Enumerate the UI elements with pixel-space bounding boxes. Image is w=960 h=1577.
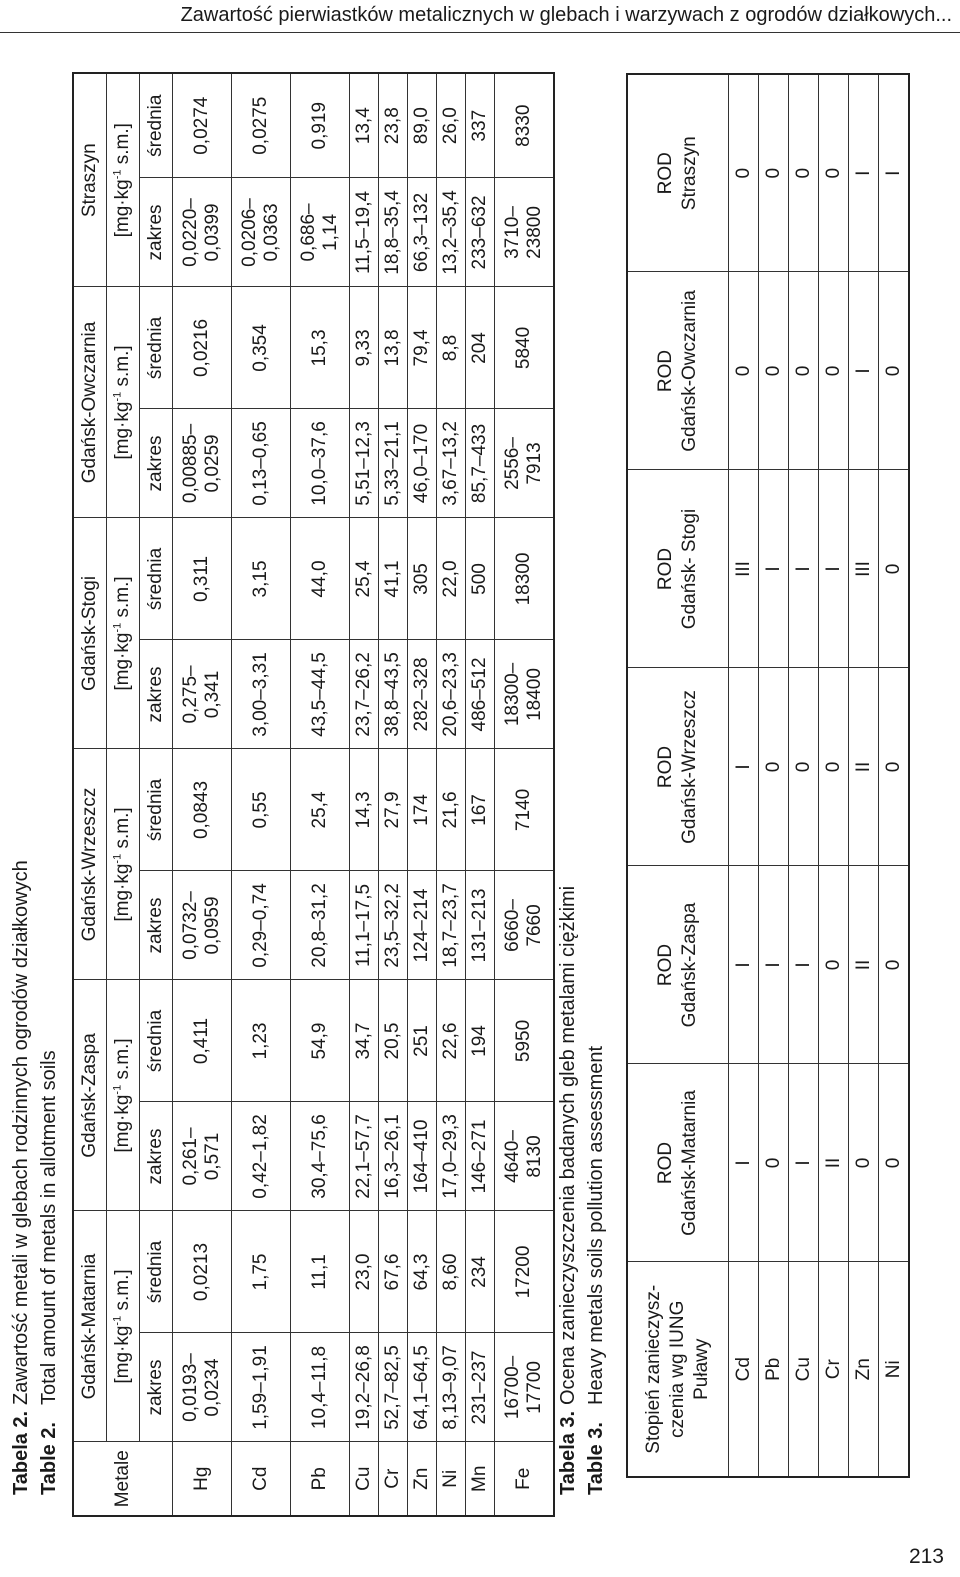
grade-cell: I bbox=[849, 272, 879, 470]
cell-line: Gdańsk- Stogi bbox=[679, 508, 700, 630]
grade-cell: 0 bbox=[819, 74, 849, 272]
table-row bbox=[879, 74, 910, 1477]
grade-cell: 0 bbox=[789, 272, 819, 470]
metals-table-header bbox=[73, 73, 173, 1516]
unit-exponent: -1 bbox=[111, 622, 124, 633]
range-cell: 3,67–13,2 bbox=[437, 409, 466, 518]
grade-cell: I bbox=[729, 668, 759, 866]
mean-cell: 0,0213 bbox=[173, 1211, 232, 1333]
site-header bbox=[627, 1064, 729, 1262]
grade-cell: I bbox=[729, 1064, 759, 1262]
cell-line: 23800 bbox=[524, 206, 545, 259]
unit-header bbox=[107, 980, 140, 1211]
mean-cell: 13,4 bbox=[350, 73, 379, 178]
range-cell: 52,7–82,5 bbox=[379, 1333, 408, 1442]
range-cell: 10,0–37,6 bbox=[291, 409, 350, 518]
mean-cell: 305 bbox=[408, 518, 437, 640]
grade-cell: 0 bbox=[819, 866, 849, 1064]
range-cell bbox=[495, 1102, 555, 1211]
range-cell: 124–214 bbox=[408, 871, 437, 980]
range-cell: 46,0–170 bbox=[408, 409, 437, 518]
range-cell bbox=[495, 409, 555, 518]
cell-line: 0,00885– bbox=[180, 423, 201, 504]
mean-cell: 22,6 bbox=[437, 980, 466, 1102]
table-row bbox=[849, 74, 879, 1477]
mean-cell: 0,919 bbox=[291, 73, 350, 178]
range-cell: 146–271 bbox=[466, 1102, 495, 1211]
cell-line: 0,0399 bbox=[202, 203, 223, 262]
mean-cell: 204 bbox=[466, 287, 495, 409]
grade-cell: III bbox=[729, 470, 759, 668]
range-cell: 64,1–64,5 bbox=[408, 1333, 437, 1442]
metal-cell: Cr bbox=[379, 1442, 408, 1516]
mean-cell: 11,1 bbox=[291, 1211, 350, 1333]
metal-cell: Cu bbox=[350, 1442, 379, 1516]
mean-cell: 20,5 bbox=[379, 980, 408, 1102]
range-cell bbox=[173, 871, 232, 980]
range-cell: 3,00–3,31 bbox=[232, 640, 291, 749]
range-cell bbox=[495, 178, 555, 287]
range-cell: 43,5–44,5 bbox=[291, 640, 350, 749]
range-cell bbox=[495, 871, 555, 980]
range-cell bbox=[173, 1333, 232, 1442]
table3-caption-pl: Tabela 3.Ocena zanieczyszczenia badanych gleb metalami ciężkimi bbox=[557, 885, 579, 1495]
range-cell: 18,8–35,4 bbox=[379, 178, 408, 287]
cell-line: ROD bbox=[655, 152, 676, 195]
mean-cell: 22,0 bbox=[437, 518, 466, 640]
metal-cell: Pb bbox=[759, 1262, 789, 1477]
cell-line: Gdańsk-Matarnia bbox=[679, 1090, 700, 1236]
page-number: 213 bbox=[908, 1545, 944, 1568]
cell-line: 0,0959 bbox=[202, 896, 223, 955]
grade-cell: 0 bbox=[729, 74, 759, 272]
grade-cell: 0 bbox=[729, 272, 759, 470]
metal-cell: Cr bbox=[819, 1262, 849, 1477]
cell-line: 0,0234 bbox=[202, 1358, 223, 1417]
cell-line: 0,0363 bbox=[261, 203, 282, 262]
range-cell: 20,8–31,2 bbox=[291, 871, 350, 980]
mean-cell: 5840 bbox=[495, 287, 555, 409]
cell-line: 18300– bbox=[502, 662, 523, 727]
range-cell: 0,42–1,82 bbox=[232, 1102, 291, 1211]
cell-line: 8130 bbox=[524, 1135, 545, 1178]
grade-cell: 0 bbox=[759, 1064, 789, 1262]
cell-line: 4640– bbox=[502, 1130, 523, 1183]
range-cell bbox=[173, 178, 232, 287]
mean-cell: 14,3 bbox=[350, 749, 379, 871]
mean-cell: 23,8 bbox=[379, 73, 408, 178]
grade-cell: III bbox=[849, 470, 879, 668]
range-cell: 38,8–43,5 bbox=[379, 640, 408, 749]
mean-cell: 26,0 bbox=[437, 73, 466, 178]
range-cell: 486–512 bbox=[466, 640, 495, 749]
unit-exponent: -1 bbox=[111, 853, 124, 864]
mean-header: średnia bbox=[140, 980, 173, 1102]
grade-cell: I bbox=[759, 470, 789, 668]
unit-text: s.m.] bbox=[112, 345, 133, 392]
cell-line: 16700– bbox=[502, 1355, 523, 1420]
grade-cell: 0 bbox=[759, 74, 789, 272]
range-cell: 17,0–29,3 bbox=[437, 1102, 466, 1211]
mean-cell: 0,354 bbox=[232, 287, 291, 409]
site-header bbox=[627, 272, 729, 470]
range-cell: 131–213 bbox=[466, 871, 495, 980]
site-header: Gdańsk-Owczarnia bbox=[73, 287, 107, 518]
grade-cell: 0 bbox=[759, 668, 789, 866]
range-cell: 5,51–12,3 bbox=[350, 409, 379, 518]
mean-cell: 0,311 bbox=[173, 518, 232, 640]
site-header bbox=[627, 74, 729, 272]
site-header: Gdańsk-Stogi bbox=[73, 518, 107, 749]
grade-cell: I bbox=[729, 866, 759, 1064]
mean-cell: 17200 bbox=[495, 1211, 555, 1333]
grade-cell: I bbox=[759, 866, 789, 1064]
site-header: Gdańsk-Matarnia bbox=[73, 1211, 107, 1442]
mean-cell: 0,411 bbox=[173, 980, 232, 1102]
cell-line: Gdańsk-Zaspa bbox=[679, 902, 700, 1028]
mean-cell: 79,4 bbox=[408, 287, 437, 409]
pollution-table-header bbox=[627, 74, 729, 1477]
unit-header bbox=[107, 1211, 140, 1442]
cell-line: ROD bbox=[655, 943, 676, 987]
mean-cell: 8,8 bbox=[437, 287, 466, 409]
range-cell bbox=[173, 409, 232, 518]
metal-cell: Pb bbox=[291, 1442, 350, 1516]
pollution-table-body bbox=[729, 74, 910, 1477]
grade-cell: II bbox=[849, 866, 879, 1064]
site-header bbox=[627, 470, 729, 668]
mean-cell: 194 bbox=[466, 980, 495, 1102]
grade-cell: 0 bbox=[819, 668, 849, 866]
range-cell: 233–632 bbox=[466, 178, 495, 287]
range-cell bbox=[232, 178, 291, 287]
grade-cell: 0 bbox=[879, 668, 910, 866]
unit-exponent: -1 bbox=[111, 169, 124, 180]
unit-text: [mg·kg bbox=[112, 1094, 133, 1153]
mean-cell: 0,0275 bbox=[232, 73, 291, 178]
range-cell: 18,7–23,7 bbox=[437, 871, 466, 980]
cell-line: Stopień zanieczysz- bbox=[643, 1284, 664, 1454]
site-header bbox=[627, 668, 729, 866]
table-row bbox=[759, 74, 789, 1477]
mean-cell: 54,9 bbox=[291, 980, 350, 1102]
mean-cell: 1,75 bbox=[232, 1211, 291, 1333]
table-row bbox=[729, 74, 759, 1477]
cell-line: 7913 bbox=[524, 442, 545, 485]
unit-text: [mg·kg bbox=[112, 401, 133, 460]
metal-cell: Ni bbox=[879, 1262, 910, 1477]
unit-text: s.m.] bbox=[112, 807, 133, 854]
unit-header bbox=[107, 518, 140, 749]
cell-line: 3710– bbox=[502, 206, 523, 259]
range-cell: 66,3–132 bbox=[408, 178, 437, 287]
range-cell: 22,1–57,7 bbox=[350, 1102, 379, 1211]
cell-line: 0,686– bbox=[298, 203, 319, 262]
unit-header bbox=[107, 73, 140, 287]
range-header: zakres bbox=[140, 1333, 173, 1442]
table-row bbox=[437, 73, 466, 1516]
mean-cell: 25,4 bbox=[291, 749, 350, 871]
cell-line: Straszyn bbox=[679, 136, 700, 211]
range-cell: 282–328 bbox=[408, 640, 437, 749]
header-row-columns bbox=[140, 73, 173, 1516]
mean-cell: 67,6 bbox=[379, 1211, 408, 1333]
range-cell: 13,2–35,4 bbox=[437, 178, 466, 287]
mean-cell: 0,0274 bbox=[173, 73, 232, 178]
mean-cell: 337 bbox=[466, 73, 495, 178]
mean-cell: 23,0 bbox=[350, 1211, 379, 1333]
cell-line: 1,14 bbox=[320, 213, 341, 251]
metal-cell: Fe bbox=[495, 1442, 555, 1516]
pollution-table bbox=[626, 73, 910, 1478]
mean-cell: 9,33 bbox=[350, 287, 379, 409]
range-cell: 11,5–19,4 bbox=[350, 178, 379, 287]
range-cell: 231–237 bbox=[466, 1333, 495, 1442]
site-header: Gdańsk-Wrzeszcz bbox=[73, 749, 107, 980]
cell-line: Puławy bbox=[691, 1338, 712, 1400]
mean-cell: 500 bbox=[466, 518, 495, 640]
cell-line: Gdańsk-Wrzeszcz bbox=[679, 690, 700, 844]
table-row bbox=[495, 73, 555, 1516]
unit-text: [mg·kg bbox=[112, 1325, 133, 1384]
unit-exponent: -1 bbox=[111, 1084, 124, 1095]
unit-text: s.m.] bbox=[112, 123, 133, 170]
cell-line: 0,0732– bbox=[180, 891, 201, 960]
range-cell: 23,5–32,2 bbox=[379, 871, 408, 980]
metal-cell: Cd bbox=[729, 1262, 759, 1477]
mean-cell: 21,6 bbox=[437, 749, 466, 871]
range-cell: 19,2–26,8 bbox=[350, 1333, 379, 1442]
range-cell: 23,7–26,2 bbox=[350, 640, 379, 749]
grade-cell: I bbox=[879, 74, 910, 272]
range-cell bbox=[495, 1333, 555, 1442]
table2-caption-pl: Tabela 2.Zawartość metali w glebach rodzinnych ogrodów działkowych bbox=[10, 860, 32, 1495]
mean-cell: 27,9 bbox=[379, 749, 408, 871]
range-cell: 164–410 bbox=[408, 1102, 437, 1211]
range-cell: 0,13–0,65 bbox=[232, 409, 291, 518]
cell-line: 0,261– bbox=[180, 1127, 201, 1186]
table3-caption-en: Table 3.Heavy metals soils pollution assessment bbox=[585, 1045, 607, 1495]
table-row bbox=[466, 73, 495, 1516]
cell-line: ROD bbox=[655, 745, 676, 789]
cell-line: 0,0206– bbox=[239, 198, 260, 267]
classification-header bbox=[627, 1262, 729, 1477]
range-cell bbox=[291, 178, 350, 287]
mean-cell: 3,15 bbox=[232, 518, 291, 640]
cell-line: 0,571 bbox=[202, 1132, 223, 1181]
range-cell: 8,13–9,07 bbox=[437, 1333, 466, 1442]
table2-caption-en: Table 2.Total amount of metals in allotment soils bbox=[38, 1050, 60, 1495]
cell-line: ROD bbox=[655, 547, 676, 591]
grade-cell: II bbox=[849, 668, 879, 866]
mean-cell: 8,60 bbox=[437, 1211, 466, 1333]
unit-text: s.m.] bbox=[112, 1269, 133, 1316]
range-header: zakres bbox=[140, 178, 173, 287]
mean-cell: 167 bbox=[466, 749, 495, 871]
table-row bbox=[350, 73, 379, 1516]
mean-cell: 15,3 bbox=[291, 287, 350, 409]
range-header: zakres bbox=[140, 640, 173, 749]
range-cell: 0,29–0,74 bbox=[232, 871, 291, 980]
range-header: zakres bbox=[140, 1102, 173, 1211]
unit-exponent: -1 bbox=[111, 391, 124, 402]
unit-text: [mg·kg bbox=[112, 632, 133, 691]
table-row bbox=[819, 74, 849, 1477]
mean-header: średnia bbox=[140, 749, 173, 871]
range-cell bbox=[495, 640, 555, 749]
site-header bbox=[627, 866, 729, 1064]
metal-cell: Ni bbox=[437, 1442, 466, 1516]
unit-text: s.m.] bbox=[112, 576, 133, 623]
grade-cell: I bbox=[789, 470, 819, 668]
mean-cell: 34,7 bbox=[350, 980, 379, 1102]
cell-line: 0,341 bbox=[202, 670, 223, 719]
header-row-sites bbox=[73, 73, 107, 1516]
metal-column-header: Metale bbox=[73, 1442, 173, 1516]
unit-header bbox=[107, 749, 140, 980]
mean-cell: 64,3 bbox=[408, 1211, 437, 1333]
range-cell: 85,7–433 bbox=[466, 409, 495, 518]
mean-cell: 89,0 bbox=[408, 73, 437, 178]
mean-cell: 0,0216 bbox=[173, 287, 232, 409]
grade-cell: 0 bbox=[849, 1064, 879, 1262]
cell-line: 0,0193– bbox=[180, 1353, 201, 1422]
mean-cell: 13,8 bbox=[379, 287, 408, 409]
grade-cell: 0 bbox=[789, 668, 819, 866]
grade-cell: II bbox=[819, 1064, 849, 1262]
cell-line: 7660 bbox=[524, 904, 545, 947]
grade-cell: 0 bbox=[789, 74, 819, 272]
range-header: zakres bbox=[140, 409, 173, 518]
cell-line: 18400 bbox=[524, 668, 545, 721]
mean-cell: 7140 bbox=[495, 749, 555, 871]
range-cell: 20,6–23,3 bbox=[437, 640, 466, 749]
mean-header: średnia bbox=[140, 287, 173, 409]
range-cell: 11,1–17,5 bbox=[350, 871, 379, 980]
grade-cell: I bbox=[789, 1064, 819, 1262]
range-cell: 1,59–1,91 bbox=[232, 1333, 291, 1442]
mean-cell: 251 bbox=[408, 980, 437, 1102]
mean-cell: 234 bbox=[466, 1211, 495, 1333]
mean-cell: 0,0843 bbox=[173, 749, 232, 871]
table-row bbox=[173, 73, 232, 1516]
mean-cell: 18300 bbox=[495, 518, 555, 640]
cell-line: czenia wg IUNG bbox=[667, 1300, 688, 1438]
range-cell: 16,3–26,1 bbox=[379, 1102, 408, 1211]
cell-line: 0,0259 bbox=[202, 434, 223, 493]
metal-cell: Hg bbox=[173, 1442, 232, 1516]
grade-cell: 0 bbox=[879, 272, 910, 470]
mean-cell: 25,4 bbox=[350, 518, 379, 640]
grade-cell: I bbox=[849, 74, 879, 272]
unit-exponent: -1 bbox=[111, 1315, 124, 1326]
mean-cell: 174 bbox=[408, 749, 437, 871]
mean-cell: 1,23 bbox=[232, 980, 291, 1102]
header-rule bbox=[0, 32, 960, 33]
grade-cell: 0 bbox=[759, 272, 789, 470]
cell-line: 6660– bbox=[502, 899, 523, 952]
table-row bbox=[789, 74, 819, 1477]
grade-cell: 0 bbox=[879, 866, 910, 1064]
table-row bbox=[408, 73, 437, 1516]
metals-table bbox=[72, 72, 555, 1517]
table-row bbox=[291, 73, 350, 1516]
grade-cell: 0 bbox=[819, 272, 849, 470]
cell-line: 17700 bbox=[524, 1361, 545, 1414]
running-header: Zawartość pierwiastków metalicznych w glebach i warzywach z ogrodów działkowych... bbox=[180, 4, 952, 26]
range-cell: 10,4–11,8 bbox=[291, 1333, 350, 1442]
metal-cell: Cd bbox=[232, 1442, 291, 1516]
unit-text: [mg·kg bbox=[112, 179, 133, 238]
mean-cell: 8330 bbox=[495, 73, 555, 178]
site-header: Straszyn bbox=[73, 73, 107, 287]
metal-cell: Zn bbox=[849, 1262, 879, 1477]
mean-cell: 41,1 bbox=[379, 518, 408, 640]
range-cell bbox=[173, 1102, 232, 1211]
header-row bbox=[627, 74, 729, 1477]
mean-cell: 44,0 bbox=[291, 518, 350, 640]
cell-line: Gdańsk-Owczarnia bbox=[679, 290, 700, 452]
unit-text: [mg·kg bbox=[112, 863, 133, 922]
grade-cell: 0 bbox=[879, 470, 910, 668]
cell-line: 0,0220– bbox=[180, 198, 201, 267]
range-header: zakres bbox=[140, 871, 173, 980]
grade-cell: I bbox=[819, 470, 849, 668]
site-header: Gdańsk-Zaspa bbox=[73, 980, 107, 1211]
range-cell: 5,33–21,1 bbox=[379, 409, 408, 518]
unit-text: s.m.] bbox=[112, 1038, 133, 1085]
cell-line: 2556– bbox=[502, 437, 523, 490]
metals-table-body bbox=[173, 73, 555, 1516]
grade-cell: 0 bbox=[879, 1064, 910, 1262]
table-row bbox=[232, 73, 291, 1516]
mean-cell: 0,55 bbox=[232, 749, 291, 871]
cell-line: ROD bbox=[655, 1141, 676, 1185]
mean-cell: 5950 bbox=[495, 980, 555, 1102]
grade-cell: I bbox=[789, 866, 819, 1064]
cell-line: 0,275– bbox=[180, 665, 201, 724]
unit-header bbox=[107, 287, 140, 518]
metal-cell: Mn bbox=[466, 1442, 495, 1516]
rotated-tables-block bbox=[0, 50, 904, 1550]
range-cell: 30,4–75,6 bbox=[291, 1102, 350, 1211]
table-row bbox=[379, 73, 408, 1516]
header-row-units bbox=[107, 73, 140, 1516]
range-cell bbox=[173, 640, 232, 749]
mean-header: średnia bbox=[140, 1211, 173, 1333]
metal-cell: Zn bbox=[408, 1442, 437, 1516]
mean-header: średnia bbox=[140, 73, 173, 178]
metal-cell: Cu bbox=[789, 1262, 819, 1477]
cell-line: ROD bbox=[655, 349, 676, 393]
mean-header: średnia bbox=[140, 518, 173, 640]
